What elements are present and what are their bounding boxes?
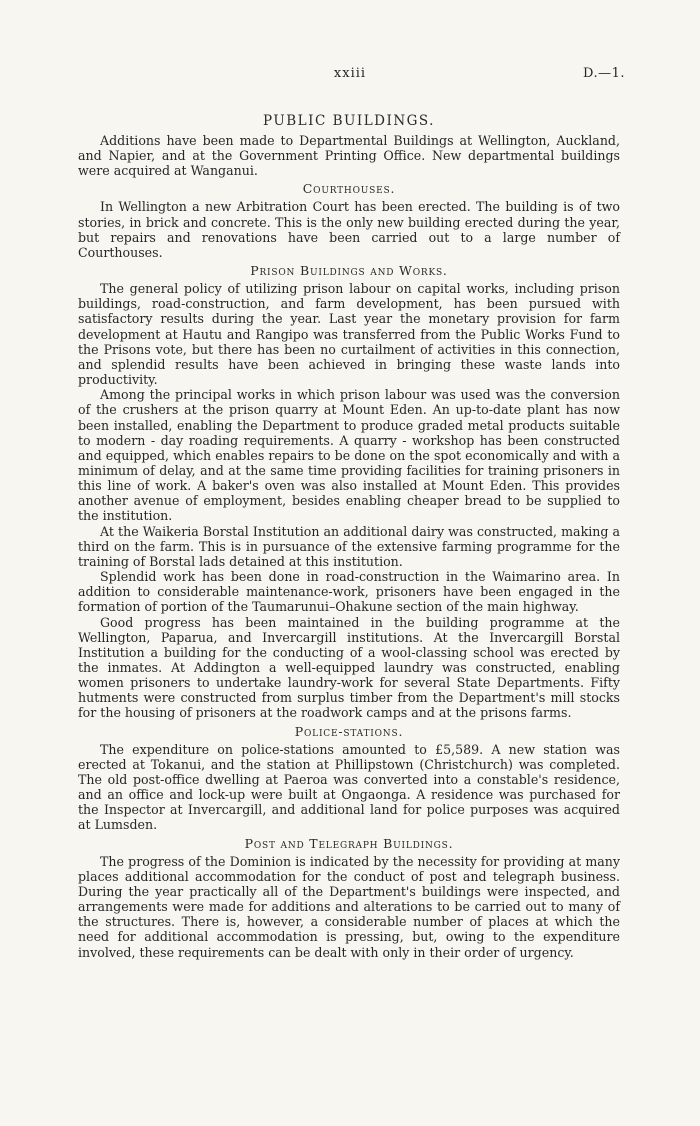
prison-paragraph-mount-eden: Among the principal works in which prison labour was used was the conversion of the crushers at the prison quarry at Mount Eden. An up-to-date plant has now been installed, enabling the Department to produce graded metal products suitable to modern - day roading requirements. A quarry - workshop has been constructed and equipped, which enables repairs to be done on the spot economically and with a minimum of delay, and at the same time providing facilities for training prisoners in this line of work. A baker's oven was also installed at Mount Eden. This provides another avenue of employment, besides enabling cheaper bread to be supplied to the institution. — [78, 387, 620, 524]
intro-paragraph: Additions have been made to Departmental Buildings at Wellington, Auckland, and Napier, and at the Government Printing Office. New departmental buildings were acquired at Wanganui. — [78, 133, 620, 179]
section-heading-post-telegraph: Post and Telegraph Buildings. — [244, 835, 454, 851]
body-text — [78, 113, 620, 960]
courthouses-paragraph: In Wellington a new Arbitration Court has been erected. The building is of two stories, in brick and concrete. This is the only new building erected during the year, but repairs and renovations have been carried out to a large number of Courthouses. — [78, 199, 620, 260]
prison-paragraph-waimarino: Splendid work has been done in road-construction in the Waimarino area. In addition to considerable maintenance-work, prisoners have been engaged in the formation of portion of the Taumarunui–Ohakune section of the main highway. — [78, 569, 620, 615]
prison-paragraph-waikeria: At the Waikeria Borstal Institution an additional dairy was constructed, making a third on the farm. This is in pursuance of the extensive farming programme for the training of Borstal lads detained at this institution. — [78, 523, 620, 569]
section-heading-prison-buildings: Prison Buildings and Works. — [250, 263, 448, 279]
prison-paragraph-building-programme: Good progress has been maintained in the building programme at the Wellington, Paparua, and Invercargill institutions. At the Invercargill Borstal Institution a building for the conducting of a wool-classing school was erected by the inmates. At Addington a well-equipped laundry was constructed, enabling women prisoners to undertake laundry-work for several State Departments. Fifty hutments were constructed from surplus timber from the Department's mill stocks for the housing of prisoners at the roadwork camps and at the prisons farms. — [78, 614, 620, 721]
running-head — [0, 66, 700, 84]
police-stations-paragraph: The expenditure on police-stations amounted to £5,589. A new station was erected at Tokanui, and the station at Phillipstown (Christchurch) was completed. The old post-office dwelling at Paeroa was converted into a constable's residence, and an office and lock-up were built at Ongaonga. A residence was purchased for the Inspector at Invercargill, and additional land for police purposes was acquired at Lumsden. — [78, 741, 620, 833]
page-number: xxiii — [333, 66, 367, 81]
section-heading-courthouses: Courthouses. — [302, 181, 396, 197]
post-telegraph-paragraph: The progress of the Dominion is indicated by the necessity for providing at many places additional accommodation for the conduct of post and telegraph business. During the year practically all of the Department's buildings were inspected, and arrangements were made for additions and alterations to be carried out to many of the structures. There is, however, a considerable number of places at which the need for additional accommodation is pressing, but, owing to the expenditure involved, these requirements can be dealt with only in their order of urgency. — [78, 853, 620, 960]
document-reference: D.—1. — [583, 66, 625, 81]
prison-paragraph-policy: The general policy of utilizing prison labour on capital works, including prison buildings, road-construction, and farm development, has been pursued with satisfactory results during the year. Last year the monetary provision for farm development at Hautu and Rangipo was transferred from the Public Works Fund to the Prisons vote, but there has been no curtailment of activities in this connection, and splendid results have been achieved in bringing these waste lands into productivity. — [78, 281, 620, 388]
section-heading-police-stations: Police-stations. — [294, 723, 404, 739]
page-title: PUBLIC BUILDINGS. — [263, 113, 435, 129]
